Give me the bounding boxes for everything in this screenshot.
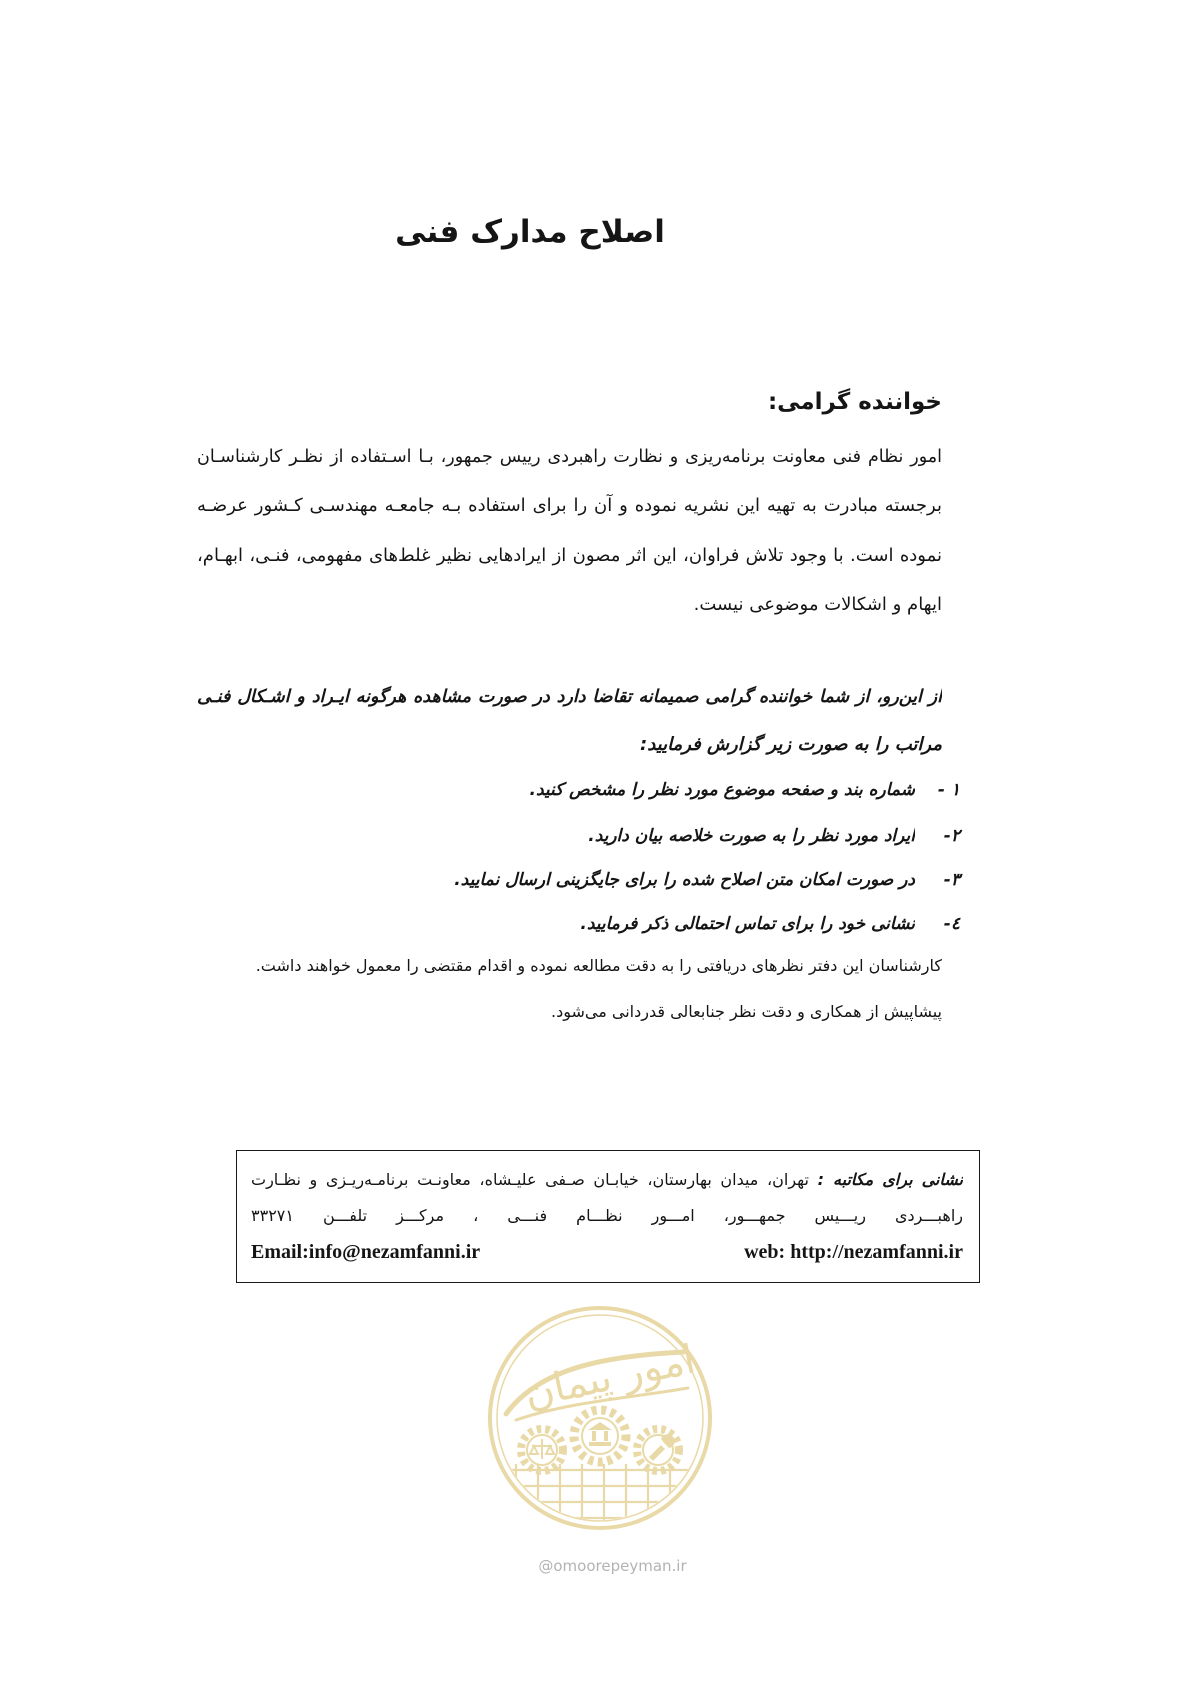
closing-line: پیشاپیش از همکاری و دقت نظر جنابعالی قدردانی می‌شود. [550, 1002, 942, 1021]
watermark-logo [480, 1298, 720, 1538]
contact-links-row [251, 1233, 963, 1271]
request-item-text: نشانی خود را برای تماس احتمالی ذکر فرمایید. [580, 914, 915, 934]
request-item-number: ۳- [943, 870, 960, 890]
page-title: اصلاح مدارک فنی [395, 214, 665, 250]
request-item [231, 860, 960, 900]
request-item-text: شماره بند و صفحه موضوع مورد نظر را مشخص کنید. [529, 780, 915, 800]
intro-line: ایهام و اشکالات موضوعی نیست. [693, 594, 942, 615]
request-line: از این‌رو، از شما خواننده گرامی صمیمانه تقاضا دارد در صورت مشاهده هرگونه ایـراد و اشـکال فنـی [197, 687, 942, 707]
intro-line: امور نظام فنی معاونت برنامه‌ریزی و نظارت راهبردی رییس جمهور، بـا اسـتفاده از نظـر کارشناسـان [197, 447, 942, 467]
contact-email: Email:info@nezamfanni.ir [251, 1241, 481, 1263]
request-item-number: ۱ - [937, 780, 960, 800]
watermark-site-text: @omoorepeyman.ir [538, 1557, 687, 1575]
contact-web: web: http://nezamfanni.ir [744, 1241, 963, 1263]
intro-line: نموده است. با وجود تلاش فراوان، این اثر مصون از ایرادهایی نظیر غلط‌های مفهومی، فنـی، ابهـام، [197, 545, 942, 566]
contact-address-line [251, 1162, 963, 1198]
request-item [231, 770, 960, 810]
contact-address-line-2: راهبـــردی ریـــیس جمهـــور، امـــور نظـــام فنـــی ، مرکـــز تلفـــن ۳۳۲۷۱ [251, 1206, 963, 1225]
request-item-text: در صورت امکان متن اصلاح شده را برای جایگزینی ارسال نمایید. [454, 870, 915, 890]
request-item-number: ٤- [943, 914, 960, 934]
closing-line: کارشناسان این دفتر نظرهای دریافتی را به دقت مطالعه نموده و اقدام مقتضی را معمول خواهند داشت. [255, 956, 942, 975]
logo-lettering: امور پیمان [520, 1336, 700, 1418]
request-line: مراتب را به صورت زیر گزارش فرمایید: [640, 734, 942, 755]
logo-gear [574, 1410, 626, 1462]
request-item [231, 816, 960, 856]
contact-box [236, 1150, 980, 1283]
intro-line: برجسته مبادرت به تهیه این نشریه نموده و آن را برای استفاده بـه جامعـه مهندسـی کـشور عرضـه [197, 495, 942, 516]
request-item [231, 904, 960, 944]
logo-gear [637, 1429, 679, 1471]
logo-gear [521, 1429, 563, 1471]
intro-heading: خواننده گرامی: [767, 389, 942, 415]
contact-label: نشانی برای مکاتبه : [817, 1170, 963, 1189]
request-item-text: ایراد مورد نظر را به صورت خلاصه بیان دارید. [588, 826, 915, 846]
contact-address-text: تهران، میدان بهارستان، خیابـان صـفی علیـشاه، معاونـت برنامـه‌ریـزی و نظـارت [251, 1170, 809, 1189]
request-item-number: ۲- [943, 826, 960, 846]
